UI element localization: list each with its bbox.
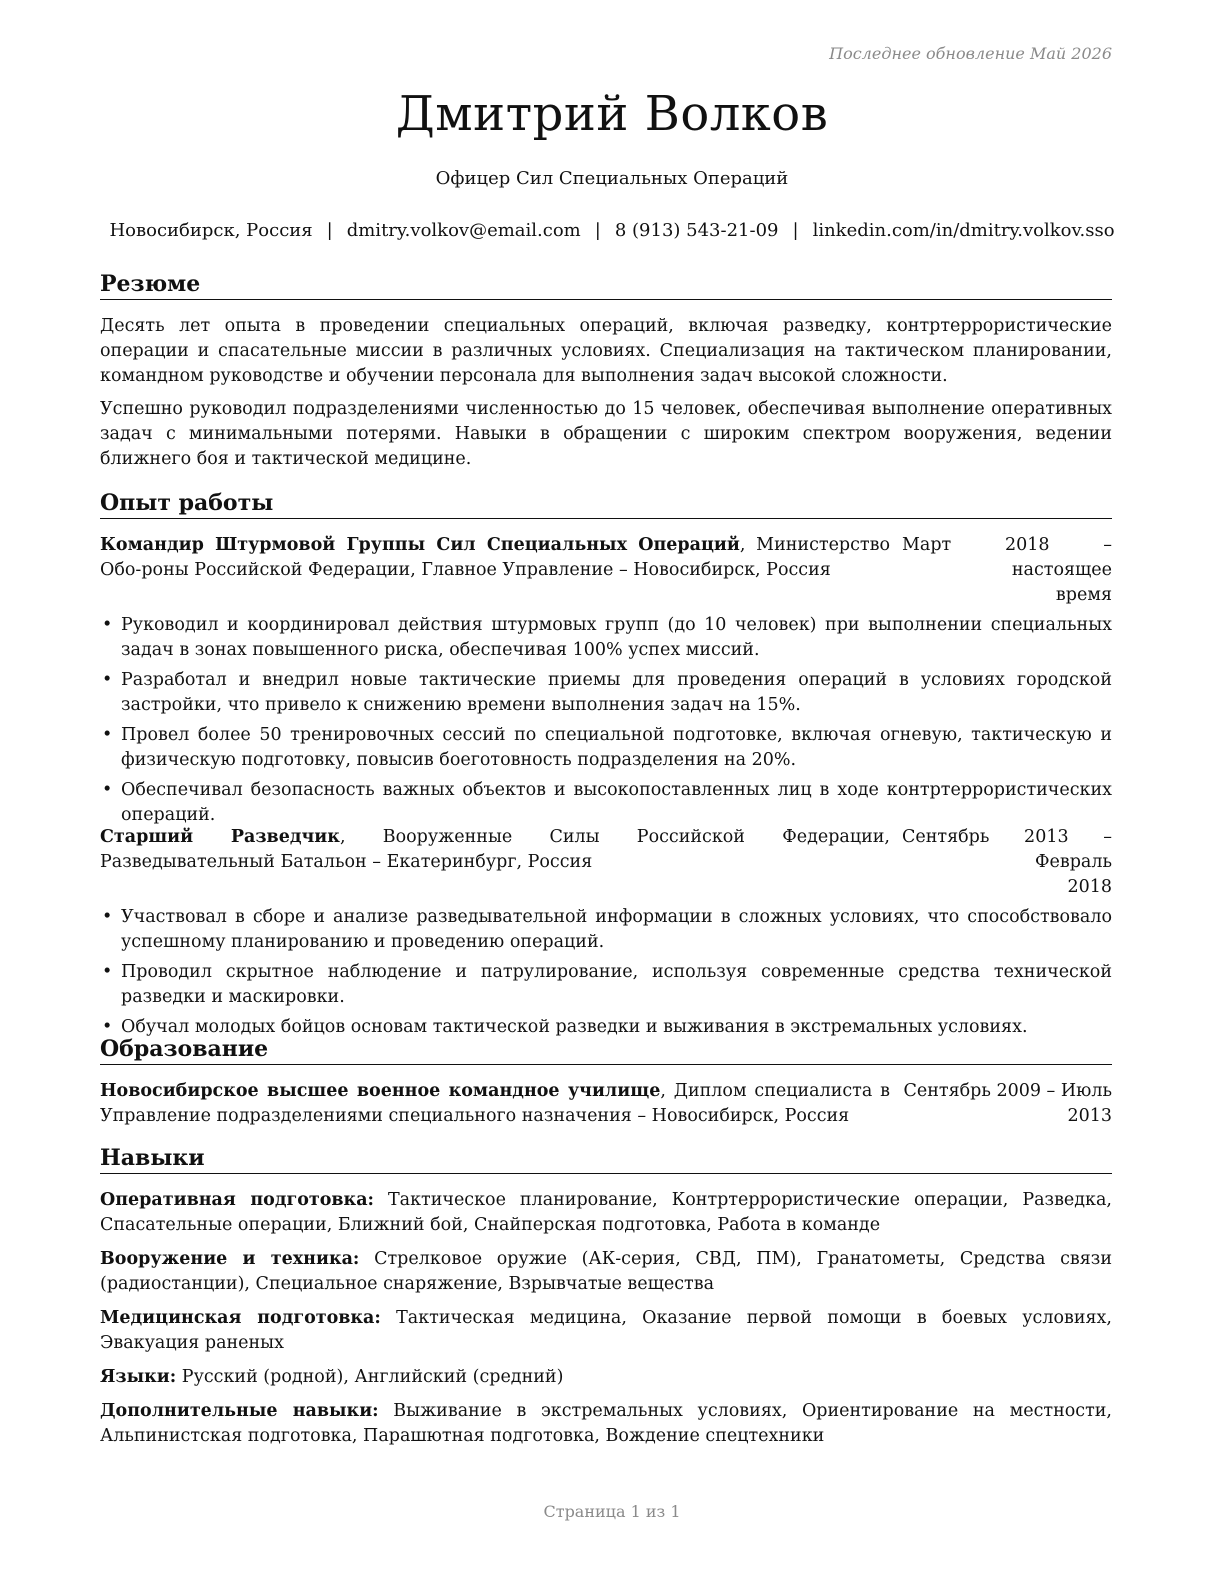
skill-row (100, 1247, 1112, 1297)
contact-phone: 8 (913) 543-21-09 (614, 220, 779, 241)
last-updated: Последнее обновление Май 2026 (829, 44, 1112, 63)
job-role: Командир Штурмовой Группы Сил Специальных Операций (100, 535, 740, 555)
bullet-icon: • (102, 670, 113, 690)
job-header (100, 533, 1112, 608)
job-title: Офицер Сил Специальных Операций (435, 168, 789, 189)
skill-row (100, 1188, 1112, 1238)
skill-value: Русский (родной), Английский (средний) (176, 1367, 564, 1387)
skill-value: Выживание в экстремальных условиях, Ориентирование на местности, Альпинистская подготовка, Парашютная подготовка, Вождение спецтехники (100, 1401, 1112, 1446)
job-org: , Министерство Обо-роны Российской Федерации, Главное Управление – Новосибирск, Россия (100, 535, 891, 580)
section-title-summary: Резюме (100, 270, 1112, 300)
section-title-skills: Навыки (100, 1144, 1112, 1174)
summary-paragraph: Десять лет опыта в проведении специальных операций, включая разведку, контртеррористические операции и спасательные миссии в различных условиях. Специализация на тактическом планировании, командном руководстве и обучении персонала для выполнения задач высокой сложности. (100, 316, 1112, 386)
list-item: • Участвовал в сборе и анализе разведывательной информации в сложных условиях, что способствовало успешному планированию и проведению операций. (102, 907, 1112, 952)
page-number: Страница 1 из 1 (543, 1502, 681, 1521)
education-entry (100, 1079, 1112, 1129)
candidate-name: Дмитрий Волков (395, 86, 829, 142)
job-header (100, 825, 1112, 900)
section-title-education: Образование (100, 1035, 1112, 1065)
education-details: , Диплом специалиста в Управление подразделениями специального назначения – Новосибирск, Россия (100, 1081, 890, 1126)
contact-separator: | (326, 220, 333, 241)
job-bullets (100, 613, 1112, 828)
education-school-details (100, 1079, 890, 1129)
experience-job-2 (100, 825, 1112, 1045)
education-header (100, 1079, 1112, 1129)
list-item: • Руководил и координировал действия штурмовых групп (до 10 человек) при выполнении специальных задач в зонах повышенного риска, обеспечивая 100% успех миссий. (102, 615, 1112, 660)
bullet-icon: • (102, 615, 113, 635)
job-dates-line: время (1055, 585, 1112, 605)
bullet-icon: • (102, 1017, 113, 1037)
skill-value: Тактическая медицина, Оказание первой помощи в боевых условиях, Эвакуация раненых (100, 1308, 1112, 1353)
experience-job-1 (100, 533, 1112, 833)
list-item: • Обучал молодых бойцов основам тактической разведки и выживания в экстремальных условиях. (100, 1015, 1112, 1040)
skill-label: Языки: (100, 1367, 177, 1387)
job-bullets (100, 905, 1112, 1040)
education-dates (902, 1079, 1112, 1129)
job-role-org (100, 825, 890, 900)
section-title-experience: Опыт работы (100, 489, 1112, 519)
education-dates-line: Сентябрь 2009 – Июль (903, 1081, 1112, 1101)
bullet-icon: • (102, 780, 113, 800)
contact-email[interactable]: dmitry.volkov@email.com (346, 220, 581, 241)
skill-row (100, 1365, 1112, 1390)
job-dates-line: 2018 (1067, 877, 1112, 897)
job-role-org (100, 533, 890, 608)
summary-section (100, 314, 1112, 480)
job-dates-line: Март 2018 – настоящее (902, 535, 1112, 580)
skill-label: Медицинская подготовка: (100, 1308, 381, 1328)
summary-paragraph: Успешно руководил подразделениями численностью до 15 человек, обеспечивая выполнение оперативных задач с минимальными потерями. Навыки в обращении с широким спектром вооружения, ведении ближнего боя и тактической медицине. (100, 399, 1112, 469)
list-item: • Провел более 50 тренировочных сессий по специальной подготовке, включая огневую, тактическую и физическую подготовку, повысив боеготовность подразделения на 20%. (102, 725, 1112, 770)
skill-row (100, 1306, 1112, 1356)
bullet-icon: • (102, 962, 113, 982)
skill-row (100, 1399, 1112, 1449)
education-school: Новосибирское высшее военное командное училище (100, 1081, 661, 1101)
education-dates-line: 2013 (1067, 1106, 1112, 1126)
list-item: • Обеспечивал безопасность важных объектов и высокопоставленных лиц в ходе контртеррористических операций. (102, 780, 1112, 825)
list-item: • Проводил скрытное наблюдение и патрулирование, используя современные средства технической разведки и маскировки. (102, 962, 1112, 1007)
job-dates (902, 533, 1112, 608)
skills-section (100, 1188, 1112, 1458)
contact-separator: | (792, 220, 799, 241)
job-role: Старший Разведчик (100, 827, 340, 847)
job-dates-line: Сентябрь 2013 – Февраль (902, 827, 1112, 872)
list-item: • Разработал и внедрил новые тактические приемы для проведения операций в условиях городской застройки, что привело к снижению времени выполнения задач на 15%. (102, 670, 1112, 715)
contact-linkedin[interactable]: linkedin.com/in/dmitry.volkov.sso (812, 220, 1115, 241)
job-dates (902, 825, 1112, 900)
skill-value: Стрелковое оружие (АК-серия, СВД, ПМ), Гранатометы, Средства связи (радиостанции), Специальное снаряжение, Взрывчатые вещества (100, 1249, 1112, 1294)
job-org: , Вооруженные Силы Российской Федерации, Разведывательный Батальон – Екатеринбург, Россия (100, 827, 890, 872)
skill-label: Вооружение и техника: (100, 1249, 360, 1269)
skill-label: Дополнительные навыки: (100, 1401, 379, 1421)
skill-value: Тактическое планирование, Контртеррористические операции, Разведка, Спасательные операции, Ближний бой, Снайперская подготовка, Работа в команде (100, 1190, 1112, 1235)
skill-label: Оперативная подготовка: (100, 1190, 374, 1210)
contact-location: Новосибирск, Россия (109, 220, 313, 241)
bullet-icon: • (102, 907, 113, 927)
contact-line (0, 220, 1224, 241)
contact-separator: | (594, 220, 601, 241)
bullet-icon: • (102, 725, 113, 745)
